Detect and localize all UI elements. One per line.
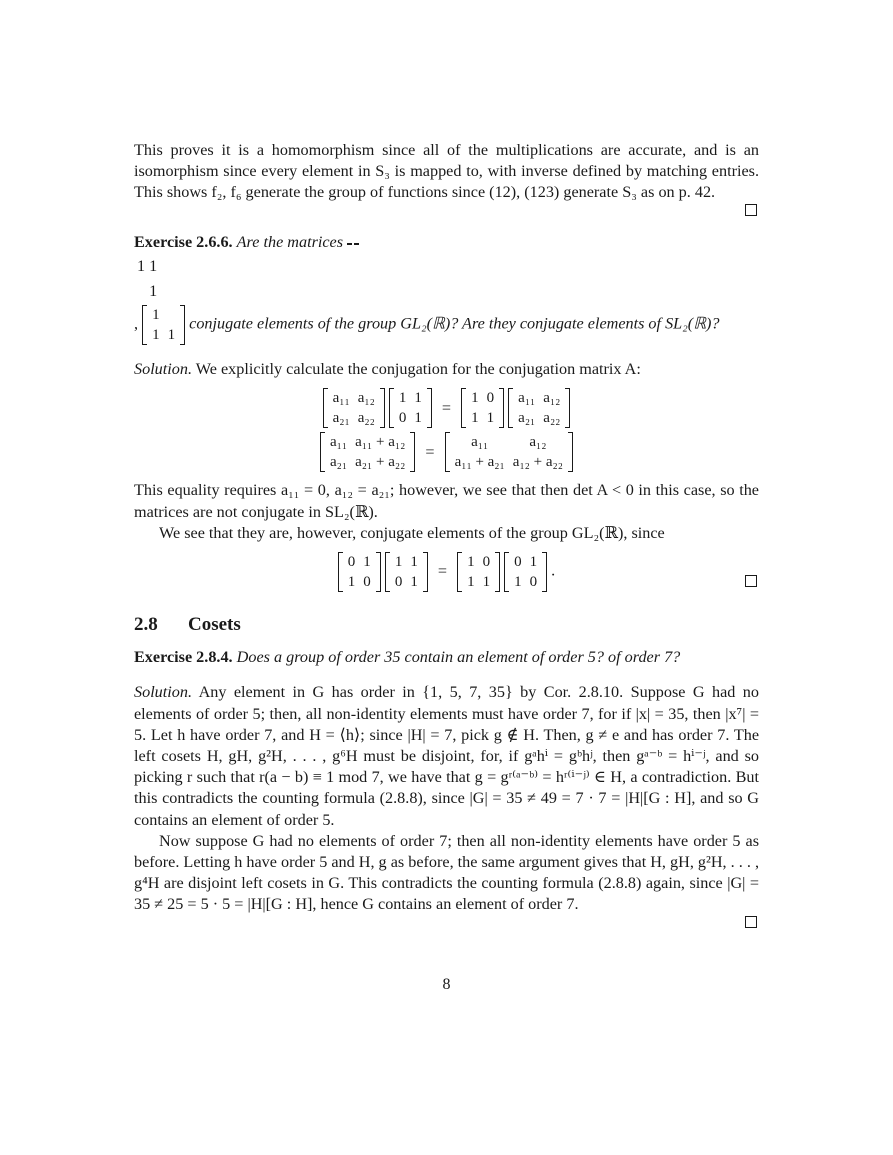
- equation-gl2: [134, 552, 759, 592]
- matrix-entry: a₁₂: [357, 390, 375, 407]
- exercise-question: Does a group of order 35 contain an element of order 5? of order 7?: [236, 648, 681, 667]
- qed-row: [134, 204, 759, 218]
- matrix-entry: 1: [152, 327, 160, 344]
- matrix-entry: a₂₂: [543, 410, 561, 427]
- matrix-entry: 1: [410, 574, 418, 591]
- matrix-a: [323, 388, 385, 428]
- solution-label: Solution.: [134, 360, 193, 379]
- matrix-entry: 1: [471, 390, 479, 407]
- matrix-entry: 1: [167, 327, 176, 344]
- matrix-entry: 1: [410, 554, 418, 571]
- page-number: 8: [442, 976, 451, 993]
- matrix-rhs: [445, 432, 573, 472]
- matrix-entry: a₁₁: [518, 390, 536, 407]
- matrix-entry: 1: [152, 307, 160, 324]
- solution-paragraph-1: Any element in G has order in {1, 5, 7, 35} by Cor. 2.8.10. Suppose G had no elements of order 5; then, all non-identity elements must have order 7, for if |x| = 35, then |x⁷| = 5. Let h have order 7, and H = ⟨h⟩; since |H| = 7, pick g ∉ H. Then, g ≠ e and has order 7. The left cosets H, gH, g²H, . . . , g⁶H must be disjoint, for, if gᵃhⁱ = gᵇhʲ, then gᵃ⁻ᵇ = hⁱ⁻ʲ, and so picking r such that r(a − b) ≡ 1 mod 7, we have that g = gʳ⁽ᵃ⁻ᵇ⁾ = hʳ⁽ⁱ⁻ʲ⁾ ∈ H, a contradiction. But this contradicts the counting formula (2.8.8), since |G| = 35 ≠ 49 = 7 · 7 = |H|[G : H], and so G contains an element of order 5.: [134, 683, 759, 829]
- matrix-entry: 1: [149, 282, 158, 301]
- equation-conjugation: [134, 388, 759, 472]
- solution-label: Solution.: [134, 683, 193, 702]
- section-heading: [134, 614, 759, 635]
- qed-square-icon: [745, 575, 757, 587]
- equals-sign: =: [441, 398, 452, 417]
- matrix-entry: a₂₁: [330, 454, 348, 471]
- section-title: Cosets: [188, 614, 241, 636]
- matrix-entry: 1: [414, 410, 422, 427]
- exercise-label: Exercise 2.8.4.: [134, 648, 233, 667]
- matrix-lhs: [320, 432, 415, 472]
- solution-paragraph-2: Now suppose G had no elements of order 7; then all non-identity elements have order 5 as before. Letting h have order 5 and H, g as before, the same argument gives that H, gH, g²H, . . . , g⁴H are disjoint left cosets in G. This contradicts the counting formula (2.8.8) again, since |G| = 35 ≠ 25 = 5 · 5 = |H|[G : H], hence G contains an element of order 7.: [134, 831, 759, 914]
- matrix-m2: [142, 305, 185, 345]
- exercise-2-8-4: [134, 647, 759, 668]
- matrix-d: [508, 388, 570, 428]
- matrix-entry: 1: [394, 554, 403, 571]
- solution-intro: We explicitly calculate the conjugation for the conjugation matrix A:: [195, 360, 641, 379]
- matrix-entry: 1: [414, 390, 422, 407]
- paragraph-homomorphism: This proves it is a homomorphism since all of the multiplications are accurate, and is an isomorphism since every element in S₃ is mapped to, with inverse defined by matching entries. This shows f₂, f₆ generate the group of functions since (12), (123) generate S₃ as on p. 42.: [134, 141, 759, 202]
- matrix-entry: 1: [398, 390, 407, 407]
- matrix-entry: a₁₂: [529, 434, 547, 451]
- matrix-entry: 1: [467, 554, 475, 571]
- matrix-entry: 0: [363, 574, 371, 591]
- paragraph-gl2: We see that they are, however, conjugate elements of the group GL₂(ℝ), since: [159, 523, 665, 542]
- matrix-entry: a₁₁ + a₂₁: [454, 454, 505, 471]
- paragraph-equality: This equality requires a₁₁ = 0, a₁₂ = a₂₁; however, we see that then det A < 0 in this case, so the matrices are not conjugate in SL₂(ℝ).: [134, 481, 759, 521]
- qed-square-icon: [745, 916, 757, 928]
- qed-row: [134, 916, 759, 930]
- matrix-a: [338, 552, 381, 592]
- matrix-entry: 1: [467, 574, 475, 591]
- matrix-c: [461, 388, 504, 428]
- matrix-entry: 1: [529, 554, 538, 571]
- matrix-b: [385, 552, 428, 592]
- matrix-entry: a₁₁ + a₁₂: [355, 434, 406, 451]
- matrix-entry: 1: [149, 256, 158, 275]
- matrix-entry: a₂₁ + a₂₂: [355, 454, 406, 471]
- equals-sign: =: [437, 562, 448, 581]
- exercise-question-part2: conjugate elements of the group GL₂(ℝ)? Are they conjugate elements of SL₂(ℝ)?: [189, 314, 720, 333]
- matrix-d: [504, 552, 547, 592]
- matrix-entry: a₂₁: [332, 410, 350, 427]
- matrix-entry: 0: [514, 554, 522, 571]
- matrix-entry: 1: [347, 574, 356, 591]
- matrix-entry: a₂₂: [357, 410, 375, 427]
- matrix-entry: 1: [482, 574, 491, 591]
- exercise-2-6-6: [134, 232, 759, 253]
- period: .: [551, 561, 556, 580]
- matrix-entry: 0: [347, 554, 356, 571]
- solution-2-6-6: [134, 359, 759, 380]
- matrix-entry: 0: [394, 574, 403, 591]
- solution-2-8-4: [134, 682, 759, 830]
- section-number: 2.8: [134, 614, 158, 636]
- qed-square-icon: [745, 204, 757, 216]
- matrix-entry: a₁₂ + a₂₂: [512, 454, 563, 471]
- matrix-entry: a₁₁: [330, 434, 348, 451]
- matrix-b: [389, 388, 432, 428]
- matrix-entry: 0: [529, 574, 538, 591]
- matrix-entry: a₁₂: [543, 390, 561, 407]
- matrix-entry: 0: [482, 554, 491, 571]
- matrix-entry: a₁₁: [471, 434, 489, 451]
- matrix-entry: 1: [137, 256, 146, 275]
- matrix-entry: 1: [363, 554, 371, 571]
- page-body: This proves it is a homomorphism since all of the multiplications are accurate, and is an isomorphism since every element in S₃ is mapped to, with inverse defined by matching entries. This shows f₂, f₆ generate the group of functions since (12), (123) generate S₃ as on p. 42. Exercise 2.6.6. Are the matrices 1 1 1 , 1 1 1 conjugate elements of the group GL₂(ℝ)? Are they conjugate elements of SL₂(ℝ)? Solution. We explicitly calculate the conjugation for the conjugation matrix A: a₁₁ a₁₂ a₂₁ a₂₂ 1 1 0 1 = 1 0 1 1 a₁₁ a₁₂ a₂₁ a₂₂ a₁₁ a₁₁ + a₁₂ a₂₁ a₂₁ + a₂₂ = a₁₁ a₁₂ a₁₁ + a₂₁ a₁₂ + a₂₂ This equality requires a₁₁ = 0, a₁₂ = a₂₁; however, we see that then det A < 0 in this case, so the matrices are not conjugate in SL₂(ℝ). We see that they are, however, conjugate elements of the group GL₂(ℝ), since 0 1 1 0 1 1 0 1 = 1 0 1 1 0 1 1 0 . 2.8 Cosets Exercise 2.8.4. Does a group of order 35 contain an element of order 5? of order 7? Solution. Any element in G has order in {1, 5, 7, 35} by Cor. 2.8.10. Suppose G had no elements of order 5; then, all non-identity elements must have order 7, for if |x| = 35, then |x⁷| = 5. Let h have order 7, and H = ⟨h⟩; since |H| = 7, pick g ∉ H. Then, g ≠ e and has order 7. The left cosets H, gH, g²H, . . . , g⁶H must be disjoint, for, if gᵃhⁱ = gᵇhʲ, then gᵃ⁻ᵇ = hⁱ⁻ʲ, and so picking r such that r(a − b) ≡ 1 mod 7, we have that g = gʳ⁽ᵃ⁻ᵇ⁾ = hʳ⁽ⁱ⁻ʲ⁾ ∈ H, a contradiction. But this contradicts the counting formula (2.8.8), since |G| = 35 ≠ 49 = 7 · 7 = |H|[G : H], and so G contains an element of order 5. Now suppose G had no elements of order 7; then all non-identity elements have order 5 as before. Letting h have order 5 and H, g as before, the same argument gives that H, gH, g²H, . . . , g⁴H are disjoint left cosets in G. This contradicts the counting formula (2.8.8) again, since |G| = 35 ≠ 25 = 5 · 5 = |H|[G : H], hence G contains an element of order 7.: [134, 140, 759, 930]
- exercise-label: Exercise 2.6.6.: [134, 232, 233, 251]
- matrix-entry: a₁₁: [332, 390, 350, 407]
- matrix-entry: 0: [398, 410, 407, 427]
- matrix-entry: a₂₁: [518, 410, 536, 427]
- matrix-entry: 1: [514, 574, 522, 591]
- exercise-question-part1: Are the matrices: [236, 232, 344, 251]
- matrix-entry: [164, 305, 180, 325]
- matrix-entry: 1: [486, 410, 495, 427]
- matrix-entry: [136, 280, 146, 303]
- matrix-entry: 0: [486, 390, 495, 407]
- equals-sign: =: [425, 442, 435, 461]
- matrix-c: [457, 552, 500, 592]
- matrix-entry: 1: [471, 410, 479, 427]
